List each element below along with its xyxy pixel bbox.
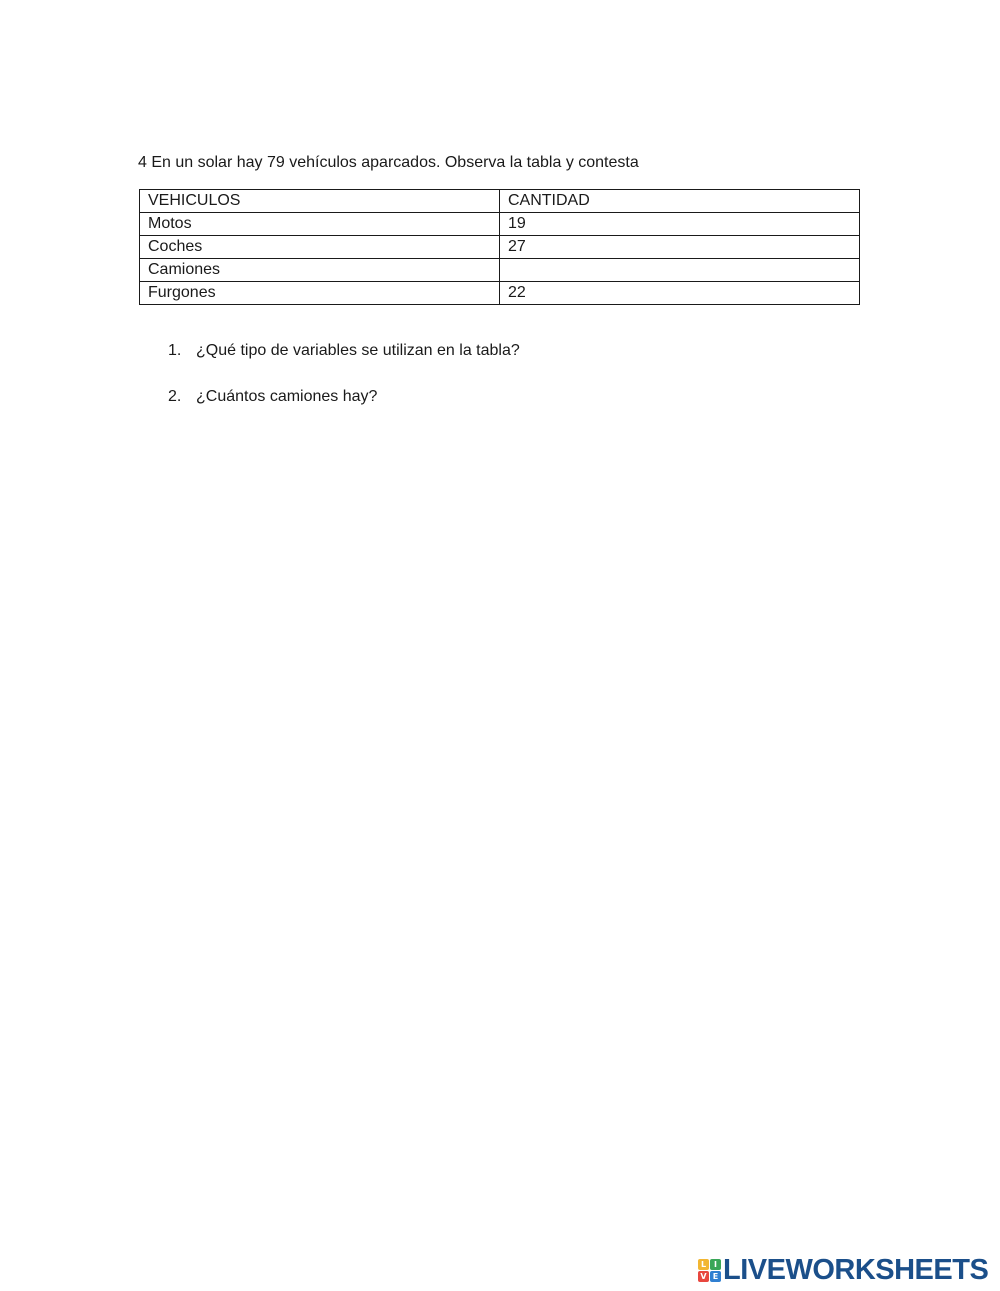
logo-letter-v: V xyxy=(698,1271,709,1282)
question-number: 1. xyxy=(168,342,182,359)
liveworksheets-logo xyxy=(698,1255,988,1285)
logo-mark-icon xyxy=(698,1259,721,1282)
quantity-cell: 27 xyxy=(500,236,860,259)
vehicles-table xyxy=(139,189,860,305)
logo-text: LIVEWORKSHEETS xyxy=(723,1253,989,1286)
table-header-row xyxy=(140,190,860,213)
question-text: ¿Qué tipo de variables se utilizan en la tabla? xyxy=(196,342,520,359)
quantity-cell: 22 xyxy=(500,282,860,305)
logo-letter-i: I xyxy=(710,1259,721,1270)
question-text: ¿Cuántos camiones hay? xyxy=(196,388,378,405)
header-cell-cantidad: CANTIDAD xyxy=(500,190,860,213)
header-cell-vehiculos: VEHICULOS xyxy=(140,190,500,213)
quantity-cell: 19 xyxy=(500,213,860,236)
vehicle-cell: Motos xyxy=(140,213,500,236)
quantity-cell-empty xyxy=(500,259,860,282)
table-row xyxy=(140,236,860,259)
exercise-instruction: 4 En un solar hay 79 vehículos aparcados. Observa la tabla y contesta xyxy=(138,154,639,171)
logo-letter-l: L xyxy=(698,1259,709,1270)
question-number: 2. xyxy=(168,388,182,405)
vehicle-cell: Furgones xyxy=(140,282,500,305)
table-row xyxy=(140,282,860,305)
table-row xyxy=(140,213,860,236)
vehicle-cell: Coches xyxy=(140,236,500,259)
logo-letter-e: E xyxy=(710,1271,721,1282)
table-row xyxy=(140,259,860,282)
vehicle-cell: Camiones xyxy=(140,259,500,282)
